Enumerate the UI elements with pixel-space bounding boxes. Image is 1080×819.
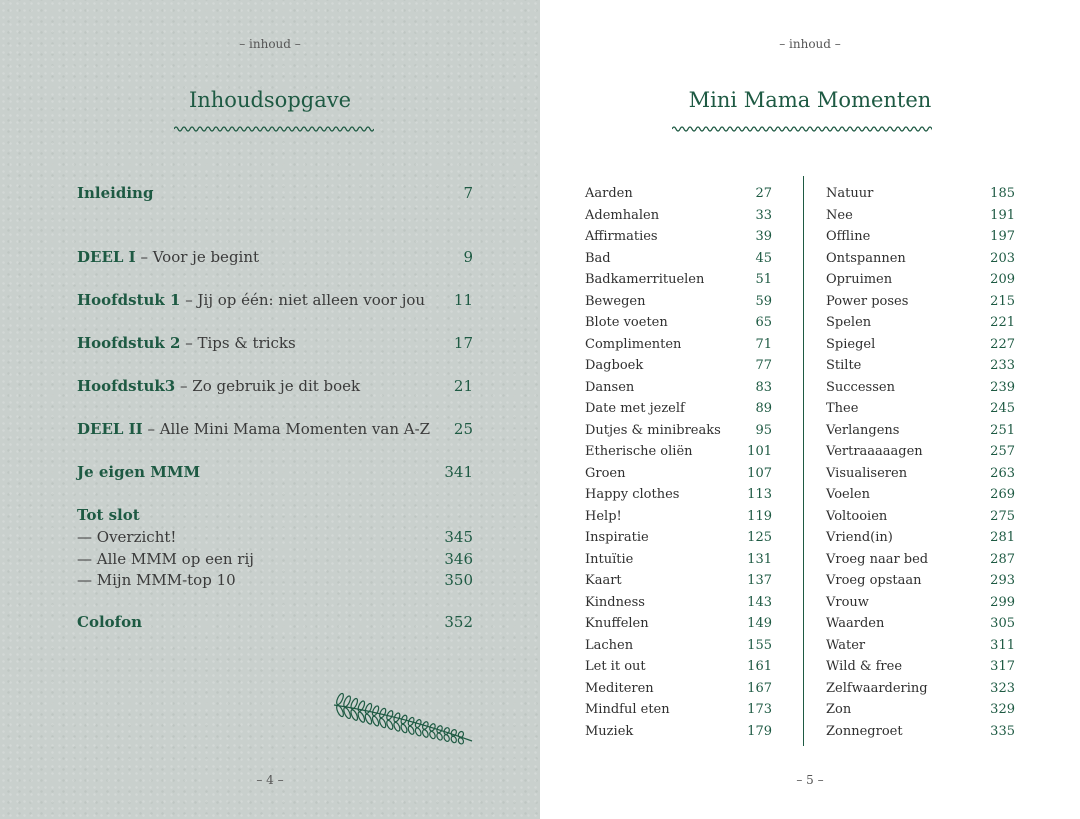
index-page-number: 27 [755, 186, 772, 201]
index-page-number: 287 [990, 551, 1015, 567]
toc-label-text: — Overzicht! [77, 528, 177, 546]
index-entry [826, 355, 1015, 377]
index-entry [585, 527, 772, 549]
index-entry [585, 377, 772, 399]
index-entry [585, 205, 772, 227]
index-page-number: 317 [990, 659, 1015, 674]
toc-label [77, 333, 296, 353]
index-page-number: 239 [990, 379, 1015, 395]
index-entry [826, 549, 1015, 571]
toc-label [77, 376, 360, 396]
index-page-number: 209 [990, 272, 1015, 287]
toc-label-bold: DEEL II [77, 420, 143, 438]
index-term: Kindness [585, 594, 645, 610]
index-entry [585, 248, 772, 270]
index-page-number: 71 [755, 336, 772, 352]
toc-label-bold: Hoofdstuk 1 [77, 291, 181, 309]
index-entry [585, 635, 772, 657]
index-entry [585, 269, 772, 291]
index-entry [826, 377, 1015, 399]
toc-label [77, 549, 254, 569]
index-entry [826, 570, 1015, 592]
tot-slot-entry [77, 549, 473, 569]
index-entry [826, 334, 1015, 356]
index-entry [826, 291, 1015, 313]
index-column-2 [826, 183, 1015, 742]
index-page-number: 197 [990, 229, 1015, 244]
toc-entry [77, 183, 473, 203]
toc-entry [77, 462, 473, 482]
index-entry [826, 420, 1015, 442]
toc-label [77, 419, 430, 439]
colofon-entry [77, 612, 473, 632]
toc-label [77, 462, 200, 482]
index-entry [585, 570, 772, 592]
index-page-number: 51 [755, 272, 772, 287]
index-term: Nee [826, 207, 853, 223]
index-page-number: 245 [990, 401, 1015, 416]
wave-ornament-right [672, 124, 932, 134]
toc-label-bold: Hoofdstuk3 [77, 377, 176, 395]
index-page-number: 125 [747, 530, 772, 545]
toc-label-text: – Tips & tricks [180, 334, 296, 352]
index-entry [826, 506, 1015, 528]
index-term: Thee [826, 401, 859, 416]
page-title-left: Inhoudsopgave [188, 88, 352, 112]
index-entry [585, 226, 772, 248]
index-term: Bad [585, 250, 611, 266]
index-page-number: 305 [990, 616, 1015, 631]
index-entry [585, 721, 772, 743]
index-term: Bewegen [585, 293, 646, 309]
index-page-number: 155 [747, 637, 772, 653]
tot-slot-heading: Tot slot [77, 506, 140, 524]
index-page-number: 77 [755, 358, 772, 373]
toc-label-text: – Zo gebruik je dit boek [175, 377, 361, 395]
index-term: Lachen [585, 637, 634, 653]
index-entry [585, 506, 772, 528]
index-term: Inspiratie [585, 530, 649, 545]
index-entry [585, 484, 772, 506]
toc-entry [77, 376, 473, 396]
toc-page-number: 11 [453, 291, 473, 309]
index-entry [585, 334, 772, 356]
index-term: Mindful eten [585, 702, 670, 717]
toc-label-text: – Jij op één: niet alleen voor jou [180, 291, 426, 309]
index-term: Zon [826, 702, 852, 717]
index-term: Intuïtie [585, 551, 634, 567]
index-term: Water [826, 637, 866, 653]
index-term: Voelen [826, 487, 870, 502]
toc-label [77, 183, 153, 203]
index-term: Spelen [826, 315, 872, 330]
index-entry [585, 420, 772, 442]
toc-entry [77, 290, 473, 310]
index-term: Successen [826, 379, 895, 395]
index-term: Dagboek [585, 358, 644, 373]
index-page-number: 39 [755, 229, 772, 244]
index-term: Ademhalen [585, 207, 660, 223]
index-entry [585, 678, 772, 700]
toc-page-number: 345 [444, 528, 473, 546]
index-term: Offline [826, 229, 871, 244]
folio-right: – 5 – [796, 773, 824, 787]
index-page-number: 149 [747, 616, 772, 631]
index-page-number: 221 [990, 315, 1015, 330]
index-page-number: 299 [990, 594, 1015, 610]
index-page-number: 335 [990, 723, 1015, 739]
toc-label-bold: Colofon [77, 613, 143, 631]
index-page-number: 263 [990, 465, 1015, 481]
index-term: Happy clothes [585, 487, 680, 502]
index-term: Vroeg naar bed [826, 551, 929, 567]
index-page-number: 119 [747, 508, 772, 524]
toc-label-text: — Mijn MMM-top 10 [77, 571, 236, 589]
index-page-number: 131 [747, 551, 772, 567]
toc-page-number: 352 [444, 613, 473, 631]
index-page-number: 311 [990, 637, 1015, 653]
index-entry [826, 527, 1015, 549]
folio-left: – 4 – [256, 773, 284, 787]
index-column-1 [585, 183, 772, 742]
index-term: Zonnegroet [826, 723, 903, 739]
index-term: Verlangens [826, 422, 900, 438]
index-page-number: 329 [990, 702, 1015, 717]
toc-label-text: – Voor je begint [135, 248, 260, 266]
toc-label-bold: DEEL I [77, 248, 136, 266]
column-divider [803, 176, 804, 746]
index-term: Help! [585, 508, 622, 524]
toc-label [77, 527, 176, 547]
index-page-number: 275 [990, 508, 1015, 524]
index-page-number: 95 [755, 422, 772, 438]
index-term: Stilte [826, 358, 862, 373]
index-term: Natuur [826, 186, 874, 201]
toc-label [77, 570, 236, 590]
running-head-right: – inhoud – [779, 37, 841, 51]
index-term: Aarden [585, 186, 633, 201]
index-page-number: 179 [747, 723, 772, 739]
index-page-number: 227 [990, 336, 1015, 352]
index-term: Waarden [826, 616, 885, 631]
index-page-number: 257 [990, 444, 1015, 459]
index-term: Zelfwaardering [826, 680, 928, 696]
toc-page-number: 7 [463, 184, 473, 202]
index-entry [826, 398, 1015, 420]
index-term: Spiegel [826, 336, 876, 352]
index-page-number: 215 [990, 293, 1015, 309]
index-term: Etherische oliën [585, 444, 693, 459]
index-page-number: 33 [755, 207, 772, 223]
index-term: Vertraaaaagen [826, 444, 923, 459]
index-page-number: 323 [990, 680, 1015, 696]
toc-label [77, 612, 142, 632]
toc-page-number: 25 [453, 420, 473, 438]
index-term: Wild & free [826, 659, 903, 674]
index-term: Muziek [585, 723, 634, 739]
index-entry [585, 291, 772, 313]
index-term: Date met jezelf [585, 401, 685, 416]
index-page-number: 45 [755, 250, 772, 266]
toc-page-number: 350 [444, 571, 473, 589]
index-entry [585, 613, 772, 635]
index-term: Vriend(in) [826, 530, 893, 545]
fern-icon [330, 683, 476, 747]
index-entry [826, 312, 1015, 334]
index-page-number: 113 [747, 487, 772, 502]
index-page-number: 161 [747, 659, 772, 674]
index-entry [585, 463, 772, 485]
index-entry [585, 441, 772, 463]
index-page-number: 269 [990, 487, 1015, 502]
toc-page-number: 9 [463, 248, 473, 266]
toc-page-number: 17 [453, 334, 473, 352]
index-term: Complimenten [585, 336, 682, 352]
index-page-number: 107 [747, 465, 772, 481]
wave-ornament-left [174, 124, 374, 134]
index-entry [585, 656, 772, 678]
index-term: Vrouw [826, 594, 869, 610]
index-entry [585, 183, 772, 205]
index-term: Knuffelen [585, 616, 649, 631]
index-entry [826, 635, 1015, 657]
index-entry [585, 549, 772, 571]
running-head-left: – inhoud – [239, 37, 301, 51]
index-page-number: 281 [990, 530, 1015, 545]
toc-label-bold: Inleiding [77, 184, 154, 202]
index-entry [585, 592, 772, 614]
index-term: Mediteren [585, 680, 654, 696]
index-page-number: 101 [747, 444, 772, 459]
index-entry [826, 678, 1015, 700]
toc-entry [77, 419, 473, 439]
index-term: Dutjes & minibreaks [585, 422, 721, 438]
index-entry [585, 699, 772, 721]
index-term: Ontspannen [826, 250, 906, 266]
index-entry [826, 699, 1015, 721]
index-entry [826, 226, 1015, 248]
index-page-number: 233 [990, 358, 1015, 373]
index-page-number: 59 [755, 293, 772, 309]
index-page-number: 167 [747, 680, 772, 696]
index-entry [585, 355, 772, 377]
tot-slot-entry [77, 570, 473, 590]
index-term: Dansen [585, 379, 635, 395]
toc-page-number: 346 [444, 549, 473, 568]
toc-label-text: — Alle MMM op een rij [77, 549, 254, 568]
index-page-number: 293 [990, 573, 1015, 588]
toc-label [77, 247, 259, 267]
index-term: Groen [585, 465, 626, 481]
index-term: Affirmaties [585, 229, 658, 244]
index-page-number: 185 [990, 186, 1015, 201]
index-term: Vroeg opstaan [826, 573, 922, 588]
toc-label-text: – Alle Mini Mama Momenten van A-Z [142, 420, 431, 438]
index-entry [826, 463, 1015, 485]
tot-slot-entry [77, 527, 473, 547]
index-term: Badkamerrituelen [585, 272, 705, 287]
toc-entry [77, 247, 473, 267]
index-entry [826, 613, 1015, 635]
index-term: Visualiseren [826, 465, 908, 481]
index-entry [826, 441, 1015, 463]
index-entry [826, 269, 1015, 291]
index-term: Kaart [585, 573, 622, 588]
index-page-number: 173 [747, 702, 772, 717]
index-page-number: 203 [990, 250, 1015, 266]
index-term: Power poses [826, 293, 909, 309]
index-page-number: 89 [755, 401, 772, 416]
toc-label [77, 290, 425, 310]
index-entry [585, 398, 772, 420]
index-entry [826, 656, 1015, 678]
page-title-right: Mini Mama Momenten [688, 88, 932, 112]
index-term: Voltooien [826, 508, 888, 524]
index-page-number: 143 [747, 594, 772, 610]
toc-label-bold: Hoofdstuk 2 [77, 334, 181, 352]
index-term: Blote voeten [585, 315, 668, 330]
index-page-number: 251 [990, 422, 1015, 438]
index-entry [826, 592, 1015, 614]
toc-page-number: 341 [444, 463, 473, 481]
index-page-number: 65 [755, 315, 772, 330]
index-page-number: 191 [990, 207, 1015, 223]
index-term: Opruimen [826, 272, 893, 287]
index-entry [585, 312, 772, 334]
index-entry [826, 205, 1015, 227]
index-entry [826, 484, 1015, 506]
index-term: Let it out [585, 659, 646, 674]
right-page [540, 0, 1080, 819]
index-page-number: 83 [755, 379, 772, 395]
index-entry [826, 248, 1015, 270]
toc-label-bold: Je eigen MMM [77, 463, 201, 481]
index-entry [826, 721, 1015, 743]
index-page-number: 137 [747, 573, 772, 588]
toc-entry [77, 333, 473, 353]
index-entry [826, 183, 1015, 205]
toc-page-number: 21 [453, 377, 473, 395]
